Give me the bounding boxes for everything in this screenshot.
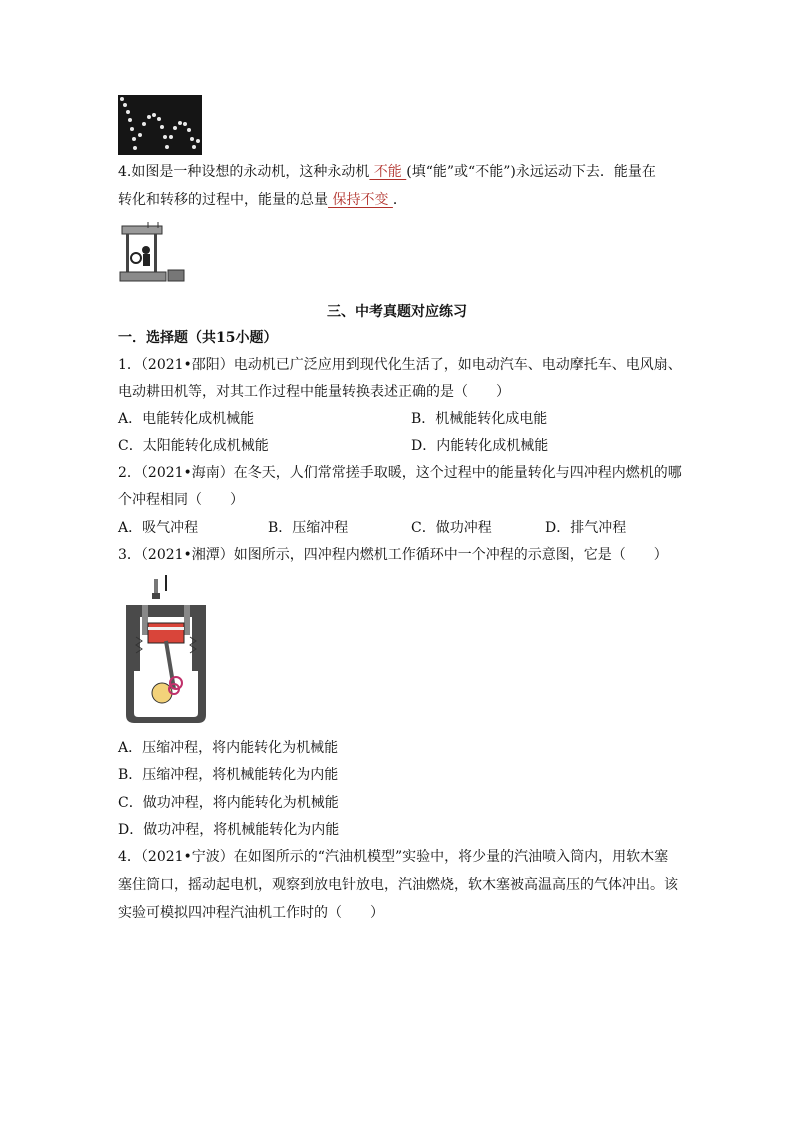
q2-option-b[interactable]: B．压缩冲程 [268, 520, 349, 536]
text: (填“能”或“不能”)永远运动下去．能量在 [406, 164, 656, 180]
text: 转化和转移的过程中，能量的总量 [118, 192, 328, 208]
answer-blank-2: 保持不变 [328, 192, 393, 208]
perpetual-question-line1 [118, 162, 656, 182]
answer-blank-1: 不能 [369, 164, 407, 180]
q2-option-d[interactable]: D．排气冲程 [545, 520, 627, 536]
q2-line2: 个冲程相同（ ） [118, 492, 244, 508]
q4-line2: 塞住筒口，摇动起电机，观察到放电针放电，汽油燃烧，软木塞被高温高压的气体冲出。该 [118, 877, 678, 893]
text: ． [392, 192, 407, 208]
q3-line1: 3．（2021•湘潭）如图所示，四冲程内燃机工作循环中一个冲程的示意图，它是（ ） [118, 547, 668, 563]
section-title: 三、中考真题对应练习 [327, 304, 467, 320]
q2-option-c[interactable]: C．做功冲程 [411, 520, 492, 536]
q2-option-a[interactable]: A．吸气冲程 [118, 520, 199, 536]
engine-stroke-diagram [118, 575, 214, 727]
q1-option-c[interactable]: C．太阳能转化成机械能 [118, 438, 269, 454]
perpetual-question-line2 [118, 190, 407, 210]
q1-line1: 1．（2021•邵阳）电动机已广泛应用到现代化生活了，如电动汽车、电动摩托车、电风扇、 [118, 357, 682, 373]
q3-option-b[interactable]: B．压缩冲程，将机械能转化为内能 [118, 767, 339, 783]
q3-option-d[interactable]: D．做功冲程，将机械能转化为内能 [118, 822, 340, 838]
q2-line1: 2．（2021•海南）在冬天，人们常常搓手取暖，这个过程中的能量转化与四冲程内燃机的哪 [118, 465, 682, 481]
q1-option-b[interactable]: B．机械能转化成电能 [411, 411, 548, 427]
section-subtitle: 一．选择题（共15小题） [118, 330, 278, 346]
q4-line1: 4．（2021•宁波）在如图所示的“汽油机模型”实验中，将少量的汽油喷入筒内，用软木塞 [118, 849, 669, 865]
q1-line2: 电动耕田机等，对其工作过程中能量转换表述正确的是（ ） [118, 384, 510, 400]
q1-option-d[interactable]: D．内能转化成机械能 [411, 438, 549, 454]
q3-option-a[interactable]: A．压缩冲程，将内能转化为机械能 [118, 740, 339, 756]
q4-line3: 实验可模拟四冲程汽油机工作时的（ ） [118, 905, 384, 921]
q1-option-a[interactable]: A．电能转化成机械能 [118, 411, 255, 427]
text: 4.如图是一种设想的永动机，这种永动机 [118, 164, 370, 180]
q3-option-c[interactable]: C．做功冲程，将内能转化为机械能 [118, 795, 339, 811]
bouncing-ball-image [118, 95, 202, 155]
perpetual-machine-image [118, 220, 190, 286]
